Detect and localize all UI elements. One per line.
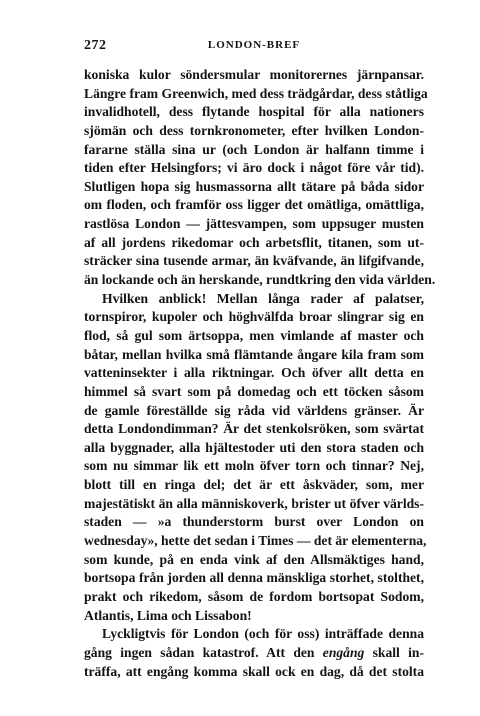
text-line: träffa, att engång komma skall ock en dag, då det stolta: [84, 663, 424, 679]
text-line: staden — »a thunderstorm burst over London on: [84, 514, 424, 530]
paragraph-first-line: Lyckligtvis för London (och för oss) inträffade denna: [102, 626, 424, 642]
text-line: sjömän och dess tornkronometer, efter hvilken London-: [84, 122, 424, 138]
running-head: LONDON-BREF: [207, 39, 301, 51]
text-line: än lockande och än herskande, rundtkring den vida världen.: [84, 272, 436, 288]
text-line: bortsopa från jorden all denna mänskliga storhet, stolthet,: [84, 570, 424, 586]
text-line: som kunde, på en enda vink af den Allsmäktiges hand,: [84, 551, 424, 567]
text-line: af all jordens rikedomar och arbetsflit, titanen, som ut-: [84, 234, 424, 250]
text-line: detta Londondimman? Är det stenkolsröken, som svärtat: [84, 421, 424, 437]
page-header: [84, 38, 424, 58]
emphasized-word: engång: [322, 644, 365, 660]
text-line: invalidhotell, dess flytande hospital för alla nationers: [84, 104, 424, 120]
text-line: gång ingen sådan katastrof. Att den engång skall in-: [84, 644, 424, 660]
paragraph-first-line: Hvilken anblick! Mellan långa rader af palatser,: [102, 290, 424, 306]
text-line: himmel så svart som på domedag och ett töcken såsom: [84, 383, 424, 399]
text-line: flod, så gul som ärtsoppa, men vimlande af master och: [84, 327, 424, 343]
text-line: fararne ställa sina ur (och London är halfann timme i: [84, 141, 424, 157]
text-line: majestätiskt än alla människoverk, brister ut öfver världs-: [84, 495, 424, 511]
text-line: blott till en ringa del; det är ett åskväder, som, mer: [84, 477, 424, 493]
text-line: prakt och rikedom, såsom de fordom bortsopat Sodom,: [84, 588, 424, 604]
text-line: som nu simmar lik ett moln öfver torn och tinnar? Nej,: [84, 458, 424, 474]
text-line: rastlösa London — jättesvampen, som uppsuger musten: [84, 216, 424, 232]
page-number: 272: [84, 38, 107, 53]
text-line: båtar, mellan hvilka små flämtande ångare kila fram som: [84, 346, 424, 362]
text-line: Längre fram Greenwich, med dess trädgårdar, dess ståtliga: [84, 85, 428, 101]
text-line: Slutligen hopa sig husmassorna allt tätare på båda sidor: [84, 178, 424, 194]
text-line: Atlantis, Lima och Lissabon!: [84, 607, 252, 623]
text-line: wednesday», hette det sedan i Times — det är elementerna,: [84, 533, 427, 549]
text-line: vatteninsekter i alla riktningar. Och öfver allt detta en: [84, 365, 424, 381]
text-line: tiden efter Helsingfors; vi äro dock i något före vår tid).: [84, 160, 424, 176]
text-line: sträcker sina tusende armar, än kväfvande, än lifgifvande,: [84, 253, 424, 269]
text-line: om floden, och framför oss ligger det omätliga, omättliga,: [84, 197, 424, 213]
text-line: koniska kulor söndersmular monitorernes järnpansar.: [84, 67, 424, 82]
body-text: [84, 66, 436, 681]
text-line: tornspiror, kupoler och höghvälfda broar slingrar sig en: [84, 309, 424, 325]
text-line: alla byggnader, alla hjältestoder uti den stora staden och: [84, 439, 424, 455]
text-line: de gamle föreställde sig råda vid världens gränser. Är: [84, 402, 424, 418]
